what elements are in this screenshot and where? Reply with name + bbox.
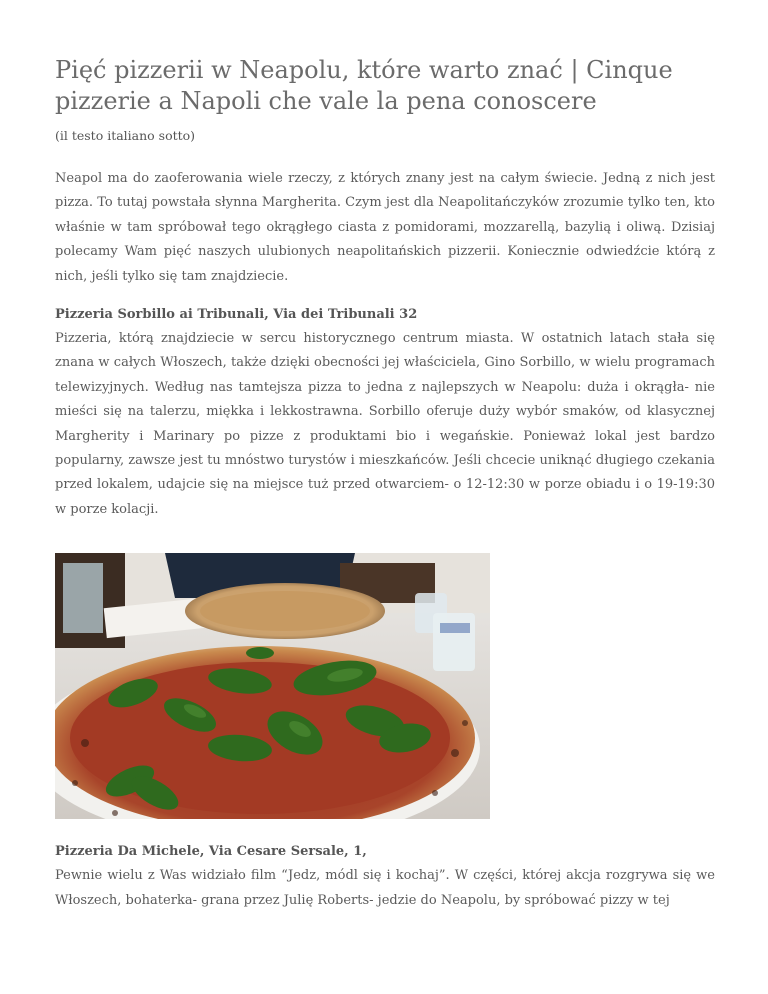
pizza-photo-illustration xyxy=(55,553,490,819)
pizza-photo xyxy=(55,553,490,819)
article xyxy=(55,55,715,913)
section-heading-sorbillo: Pizzeria Sorbillo ai Tribunali, Via dei Tribunali 32 xyxy=(55,307,418,323)
language-note: (il testo italiano sotto) xyxy=(55,128,196,143)
intro-paragraph: Neapol ma do zaoferowania wiele rzeczy, z których znany jest na całym świecie. Jedną z nich jest pizza. To tutaj powstała słynna Margherita. Czym jest dla Neapolitańczyków zrozumie tylko ten, kto właśnie w tam spróbował tego okrągłego ciasta z pomidorami, mozzarellą, bazylią i oliwą. Dzisiaj polecamy Wam pięć naszych ulubionych neapolitańskich pizzerii. Koniecznie odwiedźcie którą z nich, jeśli tylko się tam znajdziecie. xyxy=(55,171,715,284)
section-heading-da-michele: Pizzeria Da Michele, Via Cesare Sersale, 1, xyxy=(55,844,367,860)
article-title: Pięć pizzerii w Neapolu, które warto znać | Cinque pizzerie a Napoli che vale la pena conoscere xyxy=(55,56,673,115)
section-text-da-michele: Pewnie wielu z Was widziało film “Jedz, módl się i kochaj”. W części, której akcja rozgrywa się we Włoszech, bohaterka- grana przez Julię Roberts- jedzie do Neapolu, by spróbować pizzy w tej xyxy=(55,868,715,908)
section-text-sorbillo: Pizzeria, którą znajdziecie w sercu historycznego centrum miasta. W ostatnich latach stała się znana w całych Włoszech, także dzięki obecności jej właściciela, Gino Sorbillo, w wielu programach telewizyjnych. Według nas tamtejsza pizza to jedna z najlepszych w Neapolu: duża i okrągła- nie mieści się na talerzu, miękka i lekkostrawna. Sorbillo oferuje duży wybór smaków, od klasycznej Margherity i Marinary po pizze z produktami bio i wegańskie. Ponieważ lokal jest bardzo popularny, zawsze jest tu mnóstwo turystów i mieszkańców. Jeśli chcecie uniknąć długiego czekania przed lokalem, udajcie się na miejsce tuż przed otwarciem- o 12-12:30 w porze obiadu i o 19-19:30 w porze kolacji. xyxy=(55,331,715,517)
